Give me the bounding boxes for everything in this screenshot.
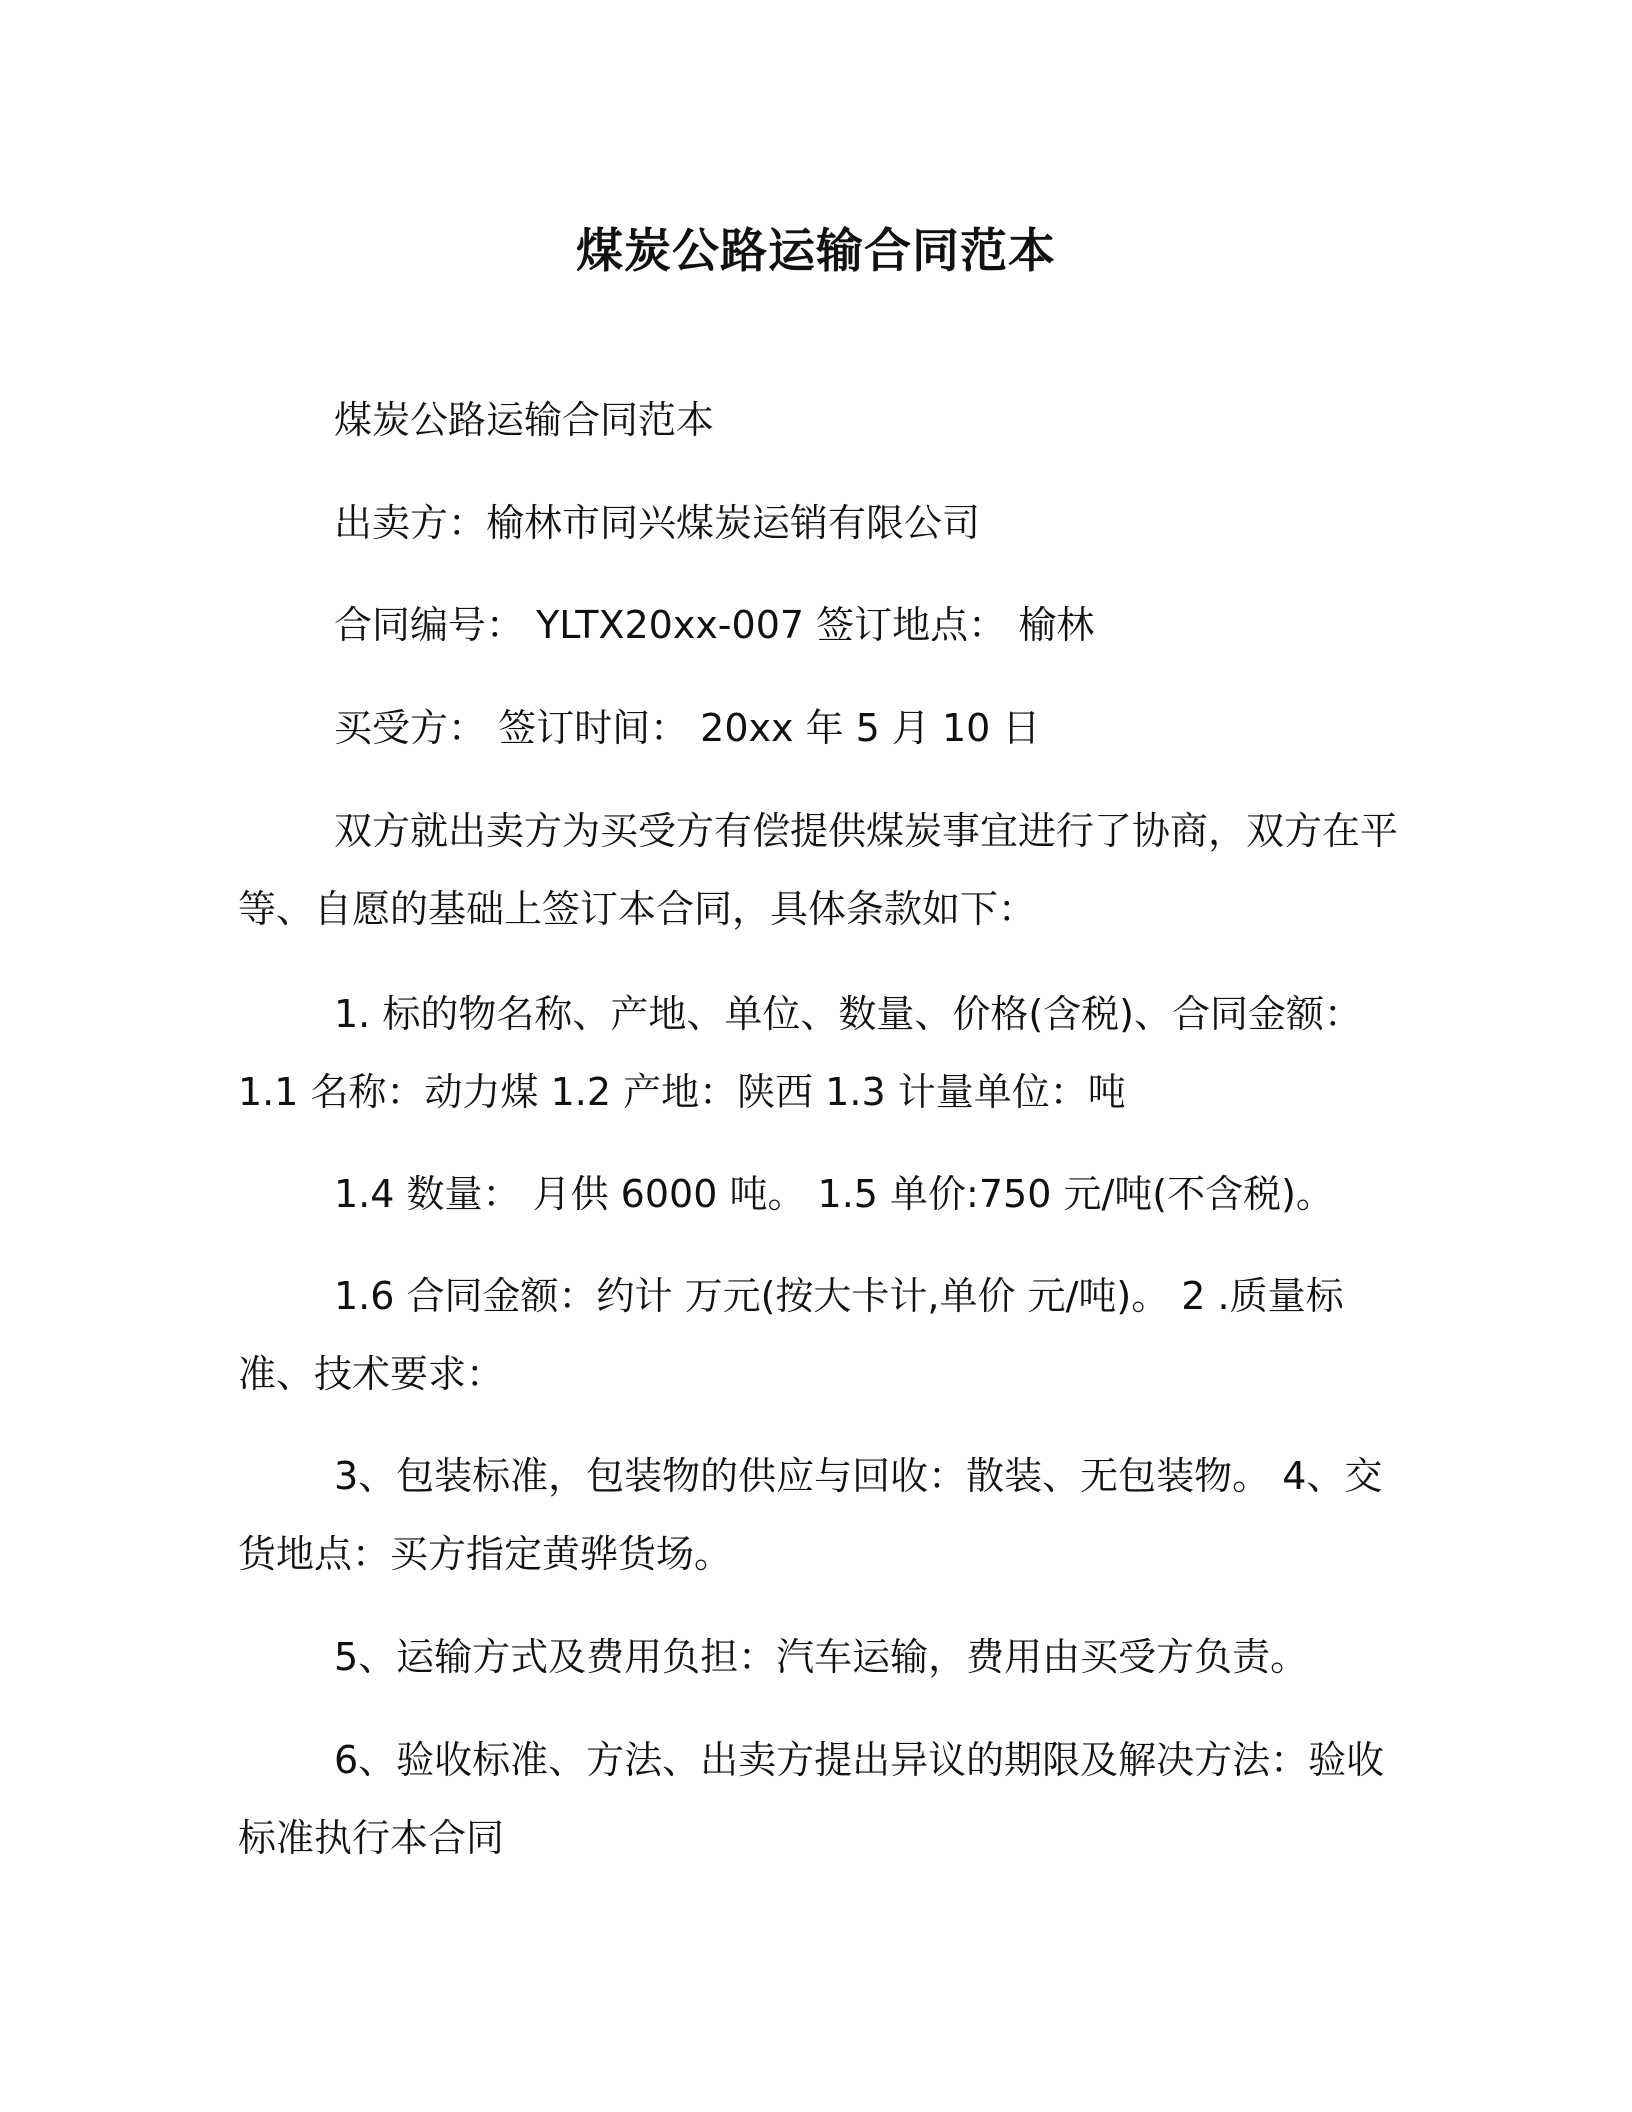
paragraph-clause-1-6: 1.6 合同金额：约计 万元(按大卡计,单价 元/吨)。 2 .质量标准、技术要求：: [238, 1274, 1344, 1396]
document-title: 煤炭公路运输合同范本: [576, 224, 1056, 279]
paragraph-contract-number: 合同编号： YLTX20xx-007 签订地点： 榆林: [334, 603, 1095, 647]
paragraph-clause-5: 5、运输方式及费用负担：汽车运输，费用由买受方负责。: [334, 1635, 1309, 1679]
paragraph-clause-6: 6、验收标准、方法、出卖方提出异议的期限及解决方法：验收标准执行本合同: [238, 1738, 1385, 1860]
paragraph-heading: 煤炭公路运输合同范本: [334, 398, 715, 442]
paragraph-seller: 出卖方：榆林市同兴煤炭运销有限公司: [334, 501, 981, 545]
paragraph-clause-1-4: 1.4 数量： 月供 6000 吨。 1.5 单价:750 元/吨(不含税)。: [334, 1172, 1334, 1216]
paragraph-buyer: 买受方： 签订时间： 20xx 年 5 月 10 日: [334, 706, 1041, 750]
paragraph-clause-1: 1. 标的物名称、产地、单位、数量、价格(含税)、合同金额： 1.1 名称：动力煤 1.2 产地：陕西 1.3 计量单位：吨: [238, 992, 1362, 1114]
paragraph-preamble: 双方就出卖方为买受方有偿提供煤炭事宜进行了协商，双方在平等、自愿的基础上签订本合同，具体条款如下：: [238, 809, 1399, 931]
paragraph-clause-3: 3、包装标准，包装物的供应与回收：散装、无包装物。 4、交货地点：买方指定黄骅货场。: [238, 1454, 1383, 1576]
